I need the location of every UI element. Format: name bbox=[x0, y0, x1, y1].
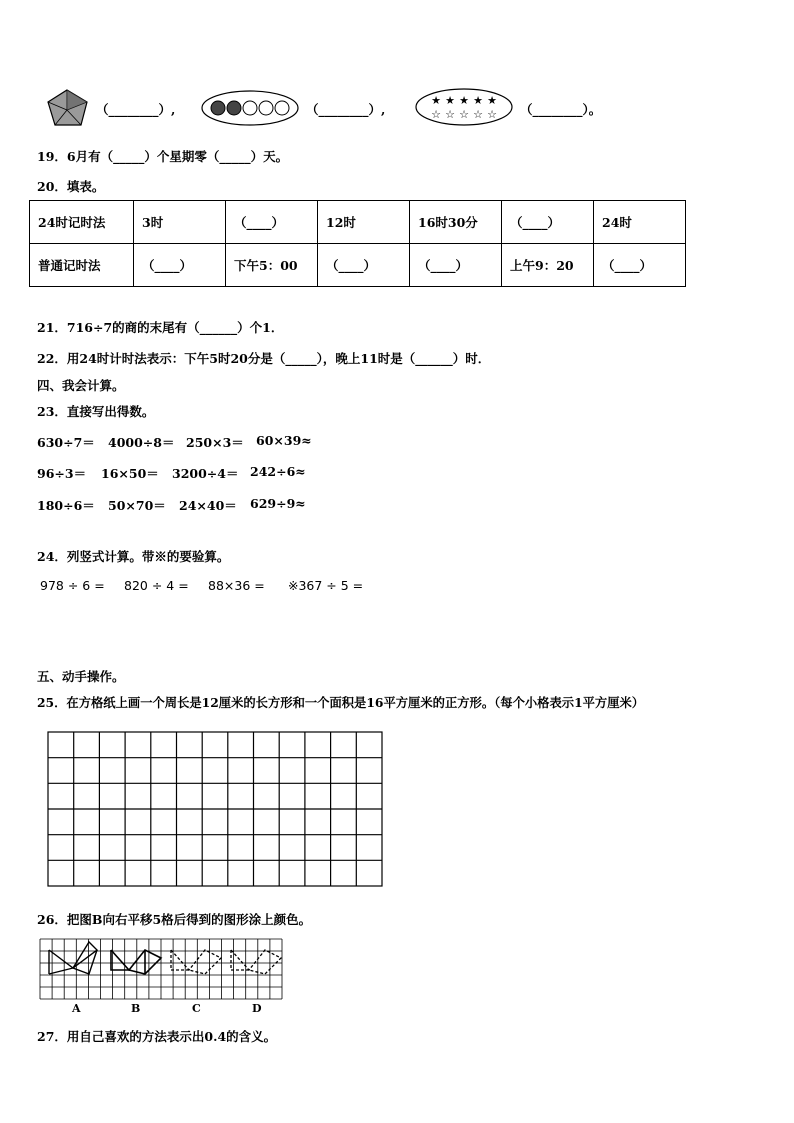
table-row bbox=[30, 244, 686, 287]
table-cell: 普通记时法 bbox=[30, 244, 134, 287]
table-cell: 3时 bbox=[134, 201, 226, 244]
svg-text:★: ★ bbox=[459, 94, 469, 107]
table-cell[interactable]: （____） bbox=[318, 244, 410, 287]
table-cell: 12时 bbox=[318, 201, 410, 244]
table-cell[interactable]: （____） bbox=[134, 244, 226, 287]
q18-blank-1[interactable]: （________）, bbox=[96, 102, 176, 117]
figure-c bbox=[171, 950, 221, 974]
svg-text:☆: ☆ bbox=[459, 108, 469, 121]
translation-grid bbox=[39, 938, 283, 1002]
pentagon-figure bbox=[45, 88, 93, 128]
q25-text: 25．在方格纸上画一个周长是12厘米的长方形和一个面积是16平方厘米的正方形。（每个小格表示1平方厘米） bbox=[37, 695, 645, 710]
vertical-calc-item: 820 ÷ 4 = bbox=[124, 578, 189, 593]
table-cell: 24时 bbox=[594, 201, 686, 244]
calc-item: 629÷9≈ bbox=[250, 496, 306, 511]
calc-item: 250×3＝ bbox=[186, 435, 244, 450]
q22-text: 22．用24时计时法表示：下午5时20分是（_____），晚上11时是（______）时． bbox=[37, 351, 491, 366]
figure-d bbox=[231, 950, 281, 974]
table-cell[interactable]: （____） bbox=[502, 201, 594, 244]
svg-text:★: ★ bbox=[473, 94, 483, 107]
figure-a bbox=[49, 942, 97, 974]
svg-text:★: ★ bbox=[445, 94, 455, 107]
square-grid[interactable] bbox=[47, 731, 384, 888]
figure-label-c: C bbox=[192, 1002, 201, 1015]
stars-figure bbox=[414, 87, 514, 127]
q18-blank-2[interactable]: （________）, bbox=[306, 102, 386, 117]
table-cell[interactable]: （____） bbox=[594, 244, 686, 287]
calc-item: 50×70＝ bbox=[108, 498, 166, 513]
figure-b bbox=[111, 950, 161, 974]
section-4-title: 四、我会计算。 bbox=[37, 378, 125, 393]
q27-text: 27．用自己喜欢的方法表示出0.4的含义。 bbox=[37, 1029, 277, 1044]
calc-item: 180÷6＝ bbox=[37, 498, 95, 513]
q18-blank-3[interactable]: （________）。 bbox=[520, 102, 602, 117]
q19-text: 19．6月有（_____）个星期零（_____）天。 bbox=[37, 149, 289, 164]
calc-item: 630÷7＝ bbox=[37, 435, 95, 450]
calc-item: 60×39≈ bbox=[256, 433, 312, 448]
section-5-title: 五、动手操作。 bbox=[37, 669, 125, 684]
q24-title: 24．列竖式计算。带※的要验算。 bbox=[37, 549, 230, 564]
q26-text: 26．把图B向右平移5格后得到的图形涂上颜色。 bbox=[37, 912, 312, 927]
table-cell: 上午9：20 bbox=[502, 244, 594, 287]
figure-label-b: B bbox=[131, 1002, 141, 1015]
table-cell: 下午5：00 bbox=[226, 244, 318, 287]
calc-item: 242÷6≈ bbox=[250, 464, 306, 479]
calc-item: 3200÷4＝ bbox=[172, 466, 239, 481]
vertical-calc-item: 978 ÷ 6 = bbox=[40, 578, 105, 593]
circles-figure bbox=[200, 89, 300, 127]
svg-text:★: ★ bbox=[487, 94, 497, 107]
svg-text:☆: ☆ bbox=[487, 108, 497, 121]
vertical-calc-item: 88×36 = bbox=[208, 578, 265, 593]
table-row bbox=[30, 201, 686, 244]
svg-text:☆: ☆ bbox=[445, 108, 455, 121]
table-cell[interactable]: （____） bbox=[410, 244, 502, 287]
svg-text:★: ★ bbox=[431, 94, 441, 107]
figure-label-a: A bbox=[72, 1002, 81, 1015]
time-table bbox=[29, 200, 686, 287]
calc-item: 4000÷8＝ bbox=[108, 435, 175, 450]
figure-label-d: D bbox=[252, 1002, 262, 1015]
q23-title: 23．直接写出得数。 bbox=[37, 404, 155, 419]
svg-text:☆: ☆ bbox=[473, 108, 483, 121]
calc-item: 24×40＝ bbox=[179, 498, 237, 513]
svg-text:☆: ☆ bbox=[431, 108, 441, 121]
q20-title: 20．填表。 bbox=[37, 179, 105, 194]
q21-text: 21．716÷7的商的末尾有（______）个1． bbox=[37, 320, 284, 335]
vertical-calc-item: ※367 ÷ 5 = bbox=[288, 578, 364, 593]
calc-item: 96÷3＝ bbox=[37, 466, 87, 481]
table-cell[interactable]: （____） bbox=[226, 201, 318, 244]
calc-item: 16×50＝ bbox=[101, 466, 159, 481]
table-cell: 16时30分 bbox=[410, 201, 502, 244]
table-cell: 24时记时法 bbox=[30, 201, 134, 244]
